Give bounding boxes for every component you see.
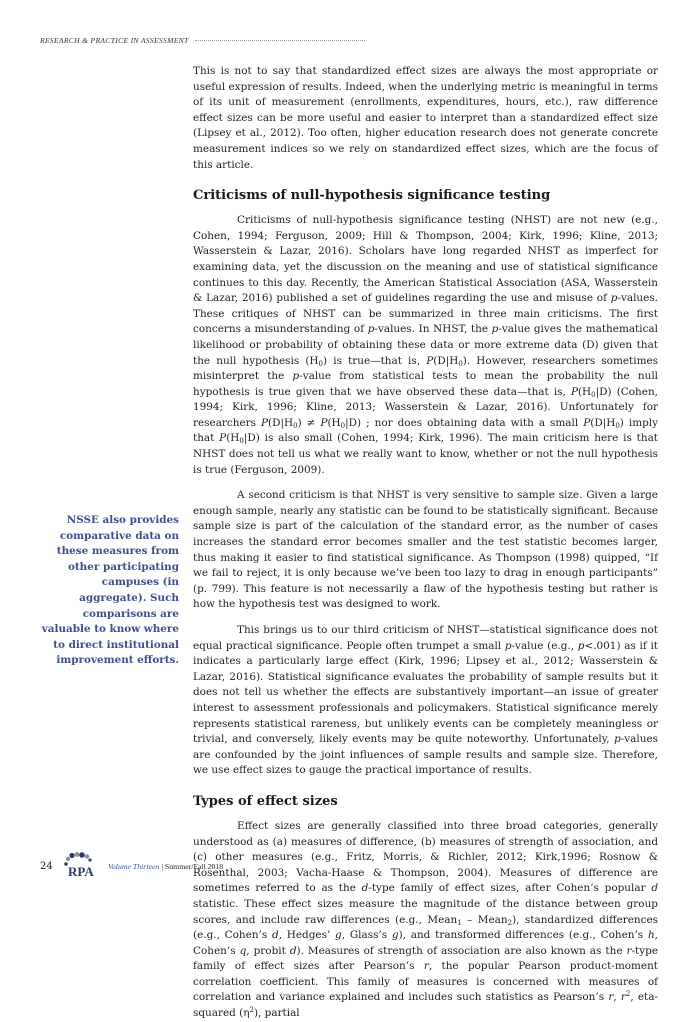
paragraph-criticism-3: This brings us to our third criticism of NHST—statistical significance does not equal practical significance. People often trumpet a small p-value (e.g., p<.001) as if it indicates a particularly large effect (Kirk, 1996; Lipsey et al., 2012; Wasserstein & Lazar, 2016). Statistical significance evaluates the probability of sample results but it does not tell us whether the effects are substantively important—an issue of greater interest to assessment professionals and policymakers. Statistical significance merely represents statistical rareness, but unlikely events can be completely meaningless or trivial, and conversely, likely events may be quite noteworthy. Unfortunately, p-values are confounded by the joint influences of sample results and sample size. Therefore, we use effect sizes to gauge the practical importance of results. <box>193 624 659 777</box>
heading-types: Types of effect sizes <box>193 793 338 809</box>
running-head-title: RESEARCH & PRACTICE IN ASSESSMENT <box>40 36 189 45</box>
footer-separator: | <box>161 861 163 871</box>
page-footer <box>40 852 360 880</box>
intro-paragraph: This is not to say that standardized effect sizes are always the most appropriate or useful expression of results. Indeed, when the underlying metric is meaningful in terms of its unit of measurement (enrollments, expenditures, hours, etc.), raw difference effect sizes can be more useful and easier to interpret than a standardized effect size (Lipsey et al., 2012). Too often, higher education research does not generate concrete measurement indices so we rely on standardized effect sizes, which are the focus of this article. <box>193 65 658 171</box>
running-head-dotted-rule <box>195 40 365 41</box>
svg-text:RPA: RPA <box>68 864 94 879</box>
running-head <box>40 36 680 45</box>
paragraph-criticism-2: A second criticism is that NHST is very sensitive to sample size. Given a large enough sample, nearly any statistic can be found to be statistically significant. Because sample size is part of the calculation of the standard error, as the number of cases increases the standard error becomes smaller and the test statistic becomes larger, thus making it easier to find statistical significance. As Thompson (1998) quipped, “If we fail to reject, it is only because we’ve been too lazy to drag in enough participants” (p. 799). This feature is not necessarily a flaw of the hypothesis testing but rather is how the hypothesis test was designed to work. <box>193 489 658 611</box>
issue-label: Summer/Fall 2018 <box>164 861 224 871</box>
heading-criticisms: Criticisms of null-hypothesis significance testing <box>193 188 551 204</box>
volume-label: Volume Thirteen <box>108 861 160 871</box>
paragraph-criticism-1: Criticisms of null-hypothesis significance testing (NHST) are not new (e.g., Cohen, 1994; Ferguson, 2009; Hill & Thompson, 2004; Kirk, 1996; Kline, 2013; Wasserstein & Lazar, 2016). Scholars have long regarded NHST as imperfect for examining data, yet the discussion on the meaning and use of statistical significance continues to this day. Recently, the American Statistical Association (ASA, Wasserstein & Lazar, 2016) published a set of guidelines regarding the use and misuse of p-values. These critiques of NHST can be summarized in three main criticisms. The first concerns a misunderstanding of p-values. In NHST, the p-value gives the mathematical likelihood or probability of obtaining these data or more extreme data (D) given that the null hypothesis $(H_0)$ is true—that is, $P(D|H_0)$. However, researchers sometimes misinterpret the p-value from statistical tests to mean the probability the null hypothesis is true given that we have observed these data—that is, $P(H_0|D)$ (Cohen, 1994; Kirk, 1996; Kline, 2013; Wasserstein & Lazar, 2016). Unfortunately for researchers $P(D|H_0) \ne P(H_0|D)$ ; nor does obtaining data with a small $P(D|H_0)$ imply that $P(H_0|D)$ is also small (Cohen, 1994; Kirk, 1996). The main criticism here is that NHST does not tell us what we really want to know, whether or not the null hypothesis is true (Ferguson, 2009). <box>193 214 659 476</box>
sidebar-pull-quote: NSSE also provides comparative data on these measures from other participating campuses (in aggregate). Such comparisons are valuable to know where to direct institutional improvement efforts. <box>41 514 179 667</box>
journal-issue-line <box>108 862 223 871</box>
paragraph-types-1: Effect sizes are generally classified into three broad categories, generally understood as (a) measures of difference, (b) measures of strength of association, and (c) other measures (e.g., Fritz, Morris, & Richler, 2012; Kirk,1996; Rosnow & Rosenthal, 2003; Vacha-Haase & Thompson, 2004). Measures of difference are sometimes referred to as the d-type family of effect sizes, after Cohen’s popular d statistic. These effect sizes measure the magnitude of the distance between group scores, and include raw differences (e.g., Mean$_1$ – Mean$_2$), standardized differences (e.g., Cohen’s d, Hedges’ g, Glass’s g), and transformed differences (e.g., Cohen’s h, Cohen’s q, probit d). Measures of strength of association are also known as the r-type family of effect sizes after Pearson’s r, the popular Pearson product-moment correlation coefficient. This family of measures is concerned with measures of correlation and variance explained and includes such statistics as Pearson’s r, $r^2$, eta-squared $(\eta^2)$, partial <box>193 819 659 1020</box>
page-number: 24 <box>40 860 53 872</box>
rpa-logo-icon <box>62 852 102 880</box>
